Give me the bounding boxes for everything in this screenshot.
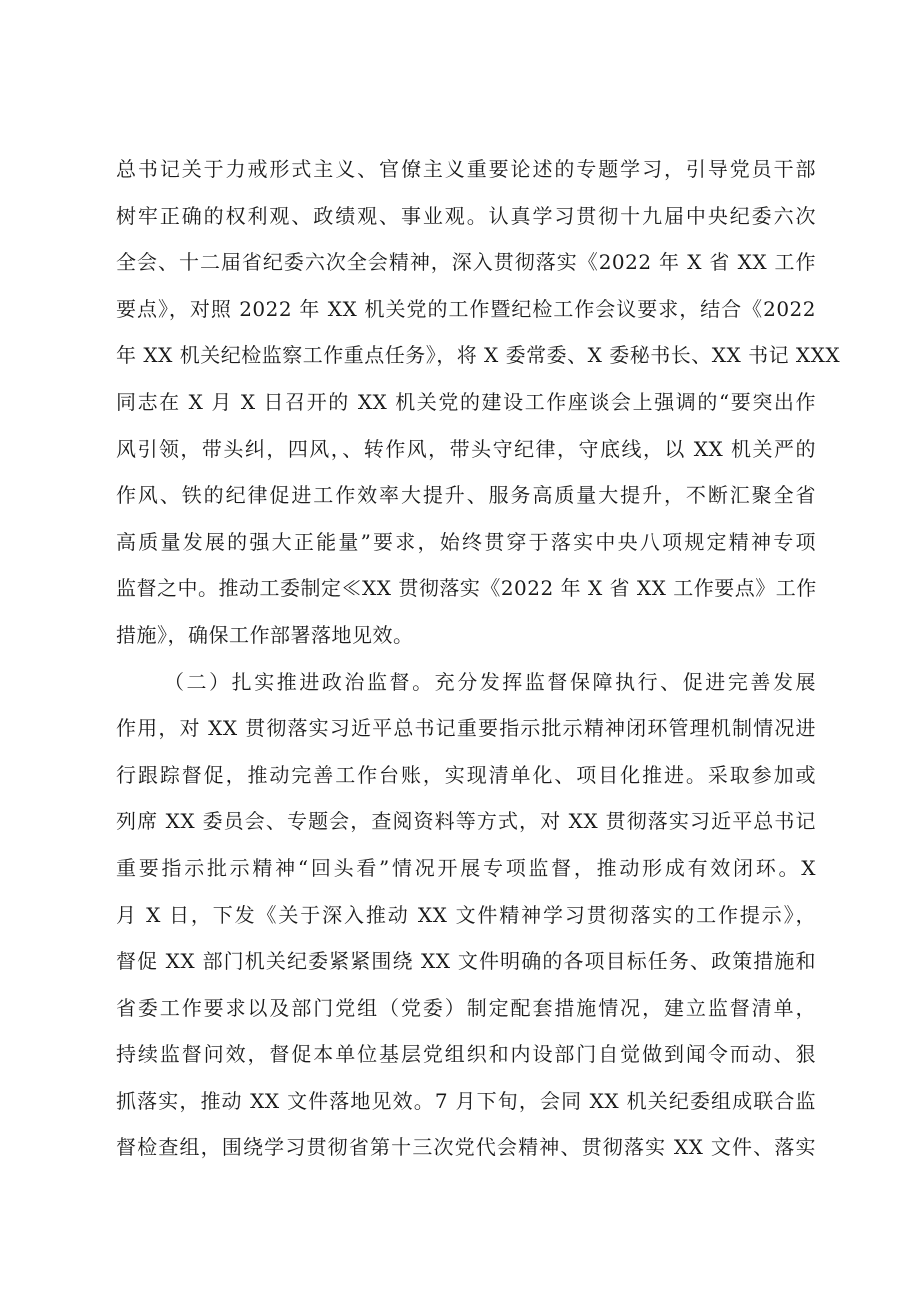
paragraph-line: 督促 XX 部门机关纪委紧紧围绕 XX 文件明确的各项目标任务、政策措施和 [116,949,816,974]
paragraph-line: 措施》，确保工作部署落地见效。 [116,622,414,647]
paragraph-line: 监督之中。推动工委制定≪XX 贯彻落实《2022 年 X 省 XX 工作要点》工作 [116,576,817,601]
paragraph-line: 作风、铁的纪律促进工作效率大提升、服务高质量大提升，不断汇聚全省 [116,483,816,508]
paragraph-line: 督检查组，围绕学习贯彻省第十三次党代会精神、贯彻落实 XX 文件、落实 [116,1135,816,1160]
section-heading-line: （二）扎实推进政治监督。充分发挥监督保障执行、促进完善发展 [164,669,816,694]
paragraph-line: 要点》，对照 2022 年 XX 机关党的工作暨纪检工作会议要求，结合《2022 [116,296,816,321]
paragraph-line: 持续监督问效，督促本单位基层党组织和内设部门自觉做到闻令而动、狠 [116,1042,816,1067]
paragraph-line: 风引领，带头纠，四风，、转作风，带头守纪律，守底线，以 XX 机关严的 [116,436,816,461]
paragraph-line: 总书记关于力戒形式主义、官僚主义重要论述的专题学习，引导党员干部 [116,157,816,181]
paragraph-line: 同志在 X 月 X 日召开的 XX 机关党的建设工作座谈会上强调的“要突出作 [116,389,816,414]
paragraph-line: 重要指示批示精神“回头看”情况开展专项监督，推动形成有效闭环。X [116,855,816,880]
paragraph-line: 行跟踪督促，推动完善工作台账，实现清单化、项目化推进。采取参加或 [116,762,816,787]
paragraph-line: 省委工作要求以及部门党组（党委）制定配套措施情况，建立监督清单， [116,995,816,1020]
paragraph-line: 树牢正确的权利观、政绩观、事业观。认真学习贯彻十九届中央纪委六次 [116,203,816,228]
paragraph-line: 作用，对 XX 贯彻落实习近平总书记重要指示批示精神闭环管理机制情况进 [116,716,816,741]
paragraph-line: 全会、十二届省纪委六次全会精神，深入贯彻落实《2022 年 X 省 XX 工作 [116,250,816,275]
paragraph-line: 月 X 日，下发《关于深入推动 XX 文件精神学习贯彻落实的工作提示》， [116,902,816,927]
paragraph-line: 高质量发展的强大正能量”要求，始终贯穿于落实中央八项规定精神专项 [116,529,816,554]
paragraph-line: 列席 XX 委员会、专题会，查阅资料等方式，对 XX 贯彻落实习近平总书记 [116,809,816,834]
paragraph-line: 年 XX 机关纪检监察工作重点任务》，将 X 委常委、X 委秘书长、XX 书记 XXX [116,343,841,368]
paragraph-line: 抓落实，推动 XX 文件落地见效。7 月下旬，会同 XX 机关纪委组成联合监 [116,1088,816,1113]
document-body [116,146,841,1171]
